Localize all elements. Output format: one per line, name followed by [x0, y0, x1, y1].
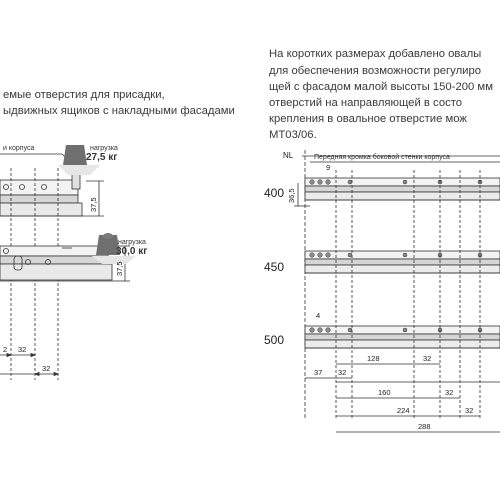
dim-bottom-32-a: 32: [338, 368, 347, 377]
dim-36-5: 36,5: [287, 188, 296, 203]
dim-bottom-288: 288: [418, 422, 431, 431]
load-2-label: нагрузка: [118, 239, 146, 246]
right-drawing: [294, 150, 500, 432]
dim-bottom-37: 37: [314, 368, 323, 377]
right-text-line-4: отверстий на направляющей в состо: [269, 97, 463, 109]
load-1-label: нагрузка: [90, 145, 118, 152]
dim-37-5-b: 37,5: [115, 261, 124, 276]
row-label-400: 400: [264, 186, 285, 200]
dim-bottom-32-c: 32: [445, 388, 454, 397]
right-text-line-3: щей с фасадом малой высоты 150-200 мм: [269, 81, 493, 93]
left-text-line-2: ыдвижных ящиков с накладными фасадами: [3, 105, 235, 117]
dim-4: 4: [316, 311, 321, 320]
row-label-500: 500: [264, 333, 285, 347]
left-header-label: и корпуса: [3, 145, 35, 152]
right-text-line-1: На коротких размерах добавлено овалы: [269, 48, 482, 60]
dim-bottom-160: 160: [378, 388, 391, 397]
nl-label: NL: [283, 151, 294, 160]
row-label-450: 450: [264, 260, 285, 274]
dim-32-b: 32: [42, 364, 51, 373]
dim-9: 9: [326, 163, 331, 172]
load-1-value: 27,5 кг: [86, 152, 118, 163]
right-text-line-5: крепления в овальное отверстие мож: [269, 113, 467, 125]
right-header-label: Передняя кромка боковой стенки корпуса: [314, 154, 450, 161]
right-text-line-6: МТ03/06.: [269, 129, 317, 141]
dim-bottom-32-d: 32: [465, 406, 474, 415]
dim-bottom-128: 128: [367, 354, 380, 363]
dim-bottom-32-b: 32: [423, 354, 432, 363]
right-text-line-2: для обеспечения возможности регулиро: [269, 65, 482, 77]
load-2-value: 30,0 кг: [116, 246, 148, 257]
dim-37-5-a: 37,5: [89, 197, 98, 212]
dim-2: 2: [3, 345, 8, 354]
left-text-line-1: емые отверстия для присадки,: [3, 89, 165, 101]
dim-bottom-224: 224: [397, 406, 410, 415]
dim-32-a: 32: [18, 345, 27, 354]
